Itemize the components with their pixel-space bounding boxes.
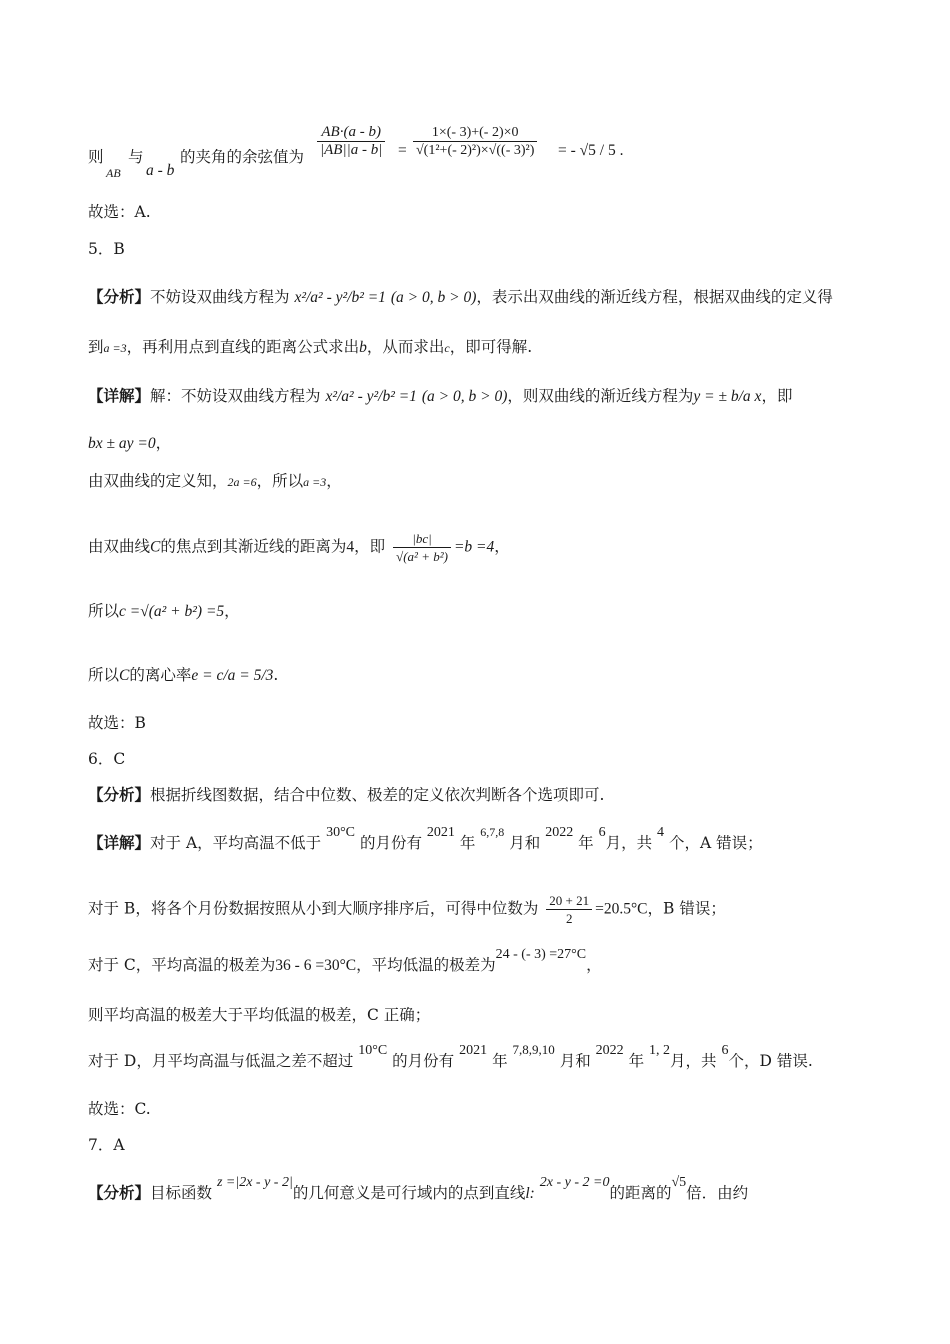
asymptote-equation: y = ± b/a x [693, 388, 762, 405]
analysis-tag: 【分析】 [88, 1183, 151, 1202]
detail-tag: 【详解】 [88, 386, 151, 405]
detail-text: 对于 A，平均高温不低于 [150, 834, 322, 852]
comma: ， [494, 537, 510, 556]
q6-option-c [88, 947, 868, 978]
analysis-text: 目标函数 [150, 1184, 213, 1202]
median-fraction [546, 892, 592, 927]
detail-text: 月，共 [605, 834, 653, 852]
lhs-numerator: AB·(a - b) [317, 124, 385, 142]
detail-text: 的月份有 [392, 1052, 455, 1070]
line-l: l: [525, 1185, 535, 1202]
detail-text: 月和 [509, 834, 541, 852]
median-numerator: 20 + 21 [546, 892, 592, 910]
text-nian: 年 [578, 834, 594, 852]
q6-option-b [88, 892, 868, 927]
detail-text: 对于 C，平均高温的极差为 [88, 956, 276, 974]
q6-number: 6．C [88, 750, 126, 768]
hyperbola-equation: x²/a² - y²/b² =1 [325, 388, 417, 405]
analysis-text: ，再利用点到直线的距离公式求出 [126, 338, 360, 356]
months-678: 6,7,8 [480, 825, 505, 839]
distance-4: 4 [346, 538, 355, 556]
vector-ab: AB [106, 166, 121, 180]
distance-denominator: √(a² + b²) [396, 549, 448, 564]
text-nian: 年 [492, 1052, 508, 1070]
period: . [273, 666, 279, 684]
text-ze: 则 [88, 148, 104, 166]
detail-text: 的焦点到其渐近线的距离为 [160, 537, 347, 556]
detail-text: ，所以 [256, 472, 304, 490]
detail-text: 月和 [559, 1052, 591, 1070]
hyperbola-condition: (a > 0, b > 0) [421, 388, 508, 405]
detail-text: ，B 错误； [647, 899, 726, 918]
median-result: =20.5°C [595, 900, 648, 918]
asymptote-line-equation: bx ± ay =0 [88, 435, 156, 452]
q4-answer: 故选：A. [88, 203, 151, 221]
range-low: 24 - (- 3) =27°C [495, 947, 587, 962]
count-6: 6 [721, 1043, 729, 1058]
q6-option-a [88, 825, 868, 856]
q5-distance-line [88, 530, 868, 565]
year-2022: 2022 [595, 1043, 624, 1058]
distance-fraction [393, 530, 451, 565]
detail-text: ，平均低温的极差为 [356, 956, 496, 974]
a-equals-3: a =3 [303, 475, 327, 489]
lhs-denominator: |AB||a - b| [320, 142, 383, 158]
sqrt-5: √5 [671, 1175, 687, 1190]
c-symbol: c [444, 341, 450, 355]
median-denominator: 2 [565, 911, 573, 926]
q7-number: 7．A [88, 1136, 125, 1154]
vector-a-minus-b: a - b [146, 162, 175, 179]
month-6: 6 [598, 825, 606, 840]
analysis-text: ，即可得解. [449, 338, 533, 356]
q5-eccentricity-line [88, 664, 868, 687]
comma: ， [155, 434, 172, 452]
detail-text: 月，共 [670, 1052, 717, 1070]
q5-detail-line1 [88, 385, 868, 408]
q5-line-eq [88, 432, 868, 455]
comma: ， [224, 602, 240, 620]
distance-result: =b =4 [453, 538, 495, 556]
text-nian: 年 [459, 834, 476, 852]
hyperbola-condition: (a > 0, b > 0) [390, 289, 477, 306]
detail-text: ， [586, 956, 602, 974]
cosine-result: = - √5 / 5 . [558, 142, 624, 159]
cosine-fraction-rhs [413, 124, 537, 159]
a-equals-3: a =3 [103, 341, 127, 355]
objective-function: z =|2x - y - 2| [216, 1175, 293, 1190]
q4-cosine-line [88, 124, 868, 180]
year-2021: 2021 [459, 1043, 488, 1058]
q5-analysis-line2 [88, 336, 868, 359]
two-a-equals-6: 2a =6 [227, 475, 257, 489]
curve-c: C [119, 667, 130, 684]
q5-definition-line [88, 470, 868, 493]
analysis-tag: 【分析】 [88, 785, 151, 804]
year-2021: 2021 [426, 825, 455, 840]
rhs-numerator: 1×(- 3)+(- 2)×0 [413, 124, 537, 142]
analysis-text: 根据折线图数据，结合中位数、极差的定义依次判断各个选项即可. [150, 786, 605, 804]
detail-text: 由双曲线的定义知， [88, 472, 228, 490]
q5-analysis-line1 [88, 286, 868, 309]
detail-text: 对于 B，将各个月份数据按照从小到大顺序排序后，可得中位数为 [88, 899, 539, 918]
detail-text: 个，A 错误； [668, 834, 763, 852]
c-equals-5: c =√(a² + b²) =5 [119, 603, 225, 620]
text-yu: 与 [128, 148, 144, 166]
q6-answer: 故选：C. [88, 1100, 151, 1118]
detail-text: 所以 [88, 666, 120, 684]
detail-tag: 【详解】 [88, 833, 151, 852]
analysis-tag: 【分析】 [88, 287, 151, 306]
curve-c: C [150, 538, 161, 556]
detail-text: 个，D 错误. [728, 1052, 813, 1070]
months-12: 1, 2 [649, 1043, 671, 1058]
q7-analysis [88, 1175, 868, 1206]
detail-text: 由双曲线 [88, 537, 151, 556]
q6-option-c-conclusion: 则平均高温的极差大于平均低温的极差，C 正确； [88, 1006, 431, 1024]
year-2022: 2022 [545, 825, 574, 840]
detail-text: 的离心率 [129, 666, 192, 684]
cosine-fraction-lhs [317, 124, 385, 159]
comma: ， [326, 472, 342, 490]
detail-text: 对于 D，月平均高温与低温之差不超过 [88, 1052, 354, 1070]
eccentricity-equation: e = c/a = 5/3 [191, 667, 274, 684]
q5-answer: 故选：B [88, 714, 146, 732]
q5-number: 5．B [88, 240, 125, 258]
analysis-text: 不妨设双曲线方程为 [150, 288, 290, 306]
detail-text: 所以 [88, 602, 120, 620]
analysis-text: ，从而求出 [366, 338, 445, 356]
detail-text: ，则双曲线的渐近线方程为 [507, 387, 694, 405]
hyperbola-equation: x²/a² - y²/b² =1 [294, 289, 386, 306]
text-nian: 年 [628, 1052, 645, 1070]
months-78910: 7,8,9,10 [512, 1042, 555, 1057]
range-high: 36 - 6 =30°C [275, 957, 357, 974]
analysis-text: 倍．由约 [686, 1184, 749, 1202]
distance-numerator: |bc| [393, 530, 451, 548]
temp-10: 10°C [358, 1043, 388, 1058]
rhs-denominator: √(1²+(- 2)²)×√((- 3)²) [416, 143, 535, 158]
q6-option-d [88, 1042, 868, 1074]
analysis-text: 的几何意义是可行域内的点到直线 [292, 1184, 526, 1202]
temp-30: 30°C [326, 825, 356, 840]
analysis-text: 的距离的 [609, 1184, 672, 1202]
detail-text: ，即 [354, 537, 386, 556]
equals-sign: = [398, 142, 407, 159]
q5-c-line [88, 600, 868, 623]
count-4: 4 [657, 825, 665, 840]
b-symbol: b [359, 339, 367, 356]
detail-text: ，即 [761, 387, 793, 405]
analysis-text: ，表示出双曲线的渐近线方程，根据双曲线的定义得 [476, 288, 833, 306]
line-equation: 2x - y - 2 =0 [539, 1175, 610, 1190]
text-angle: 的夹角的余弦值为 [180, 148, 305, 166]
detail-text: 解：不妨设双曲线方程为 [150, 387, 321, 405]
q6-analysis [88, 784, 868, 806]
detail-text: 的月份有 [359, 834, 422, 852]
analysis-text: 到 [88, 338, 104, 356]
